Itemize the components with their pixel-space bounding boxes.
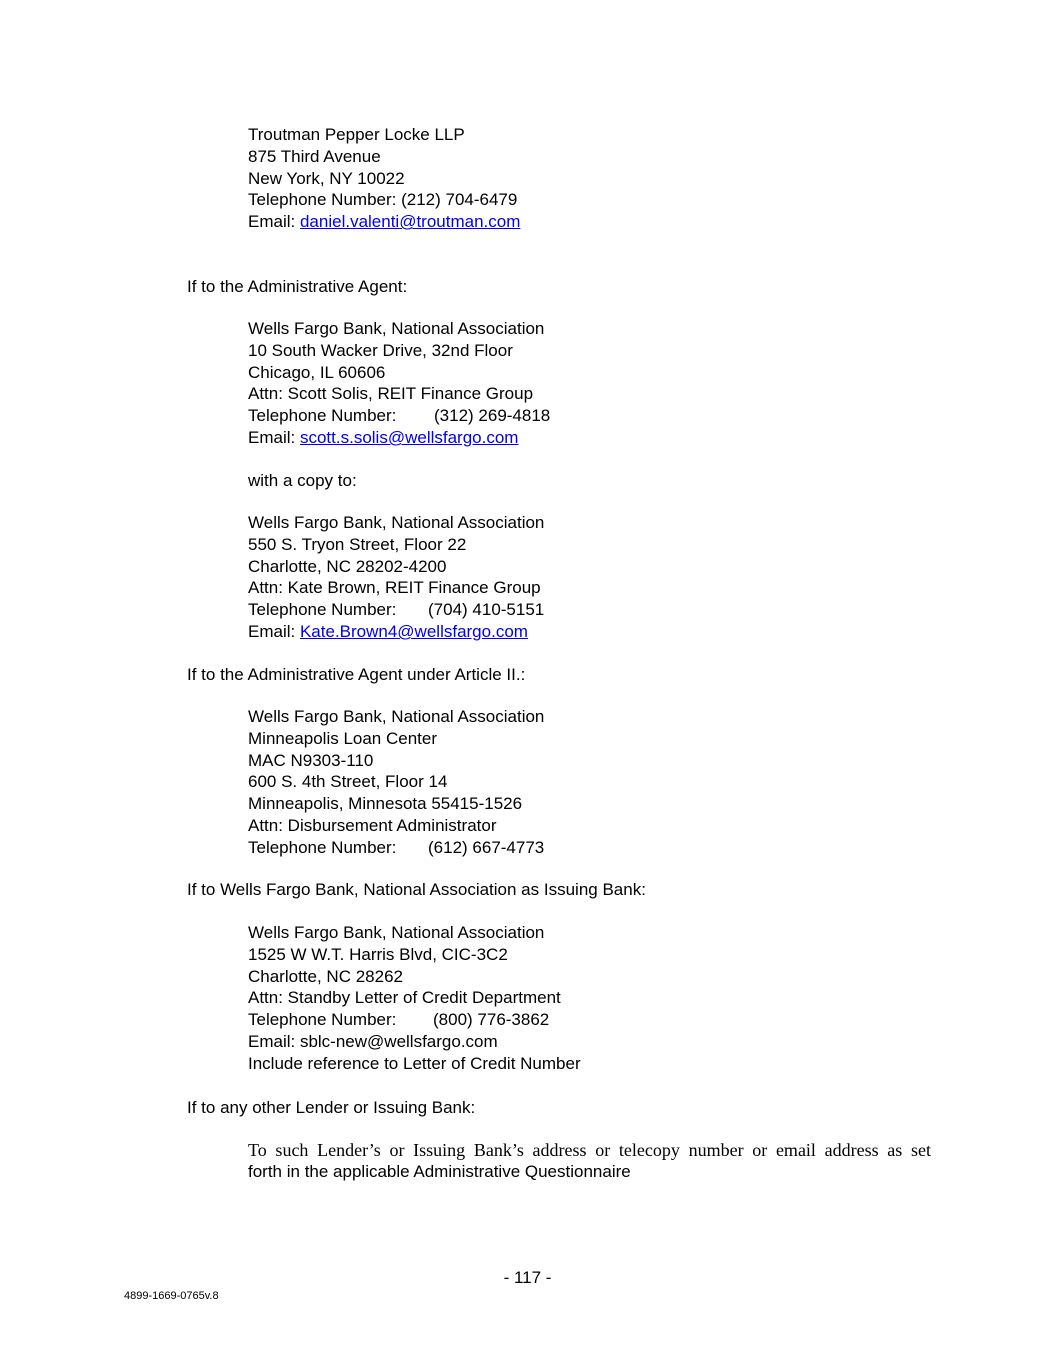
address-line: 600 S. 4th Street, Floor 14 [248,772,448,792]
phone-label: Telephone Number: [248,837,397,857]
phone-line [248,405,550,427]
address-line: Charlotte, NC 28262 [248,966,403,986]
other-lender-paragraph [248,1139,931,1183]
paragraph-line: forth in the applicable Administrative Questionnaire [248,1162,631,1181]
document-id: 4899-1669-0765v.8 [124,1290,219,1302]
phone-number: (612) 667-4773 [428,837,545,857]
other-lender-heading: If to any other Lender or Issuing Bank: [187,1098,476,1117]
email-label: Email: [248,212,300,232]
address-line: Minneapolis Loan Center [248,728,438,748]
copy-to-email-link[interactable]: Kate.Brown4@wellsfargo.com [299,621,528,641]
phone-label: Telephone Number: [248,406,397,426]
admin-agent-email-link[interactable]: scott.s.solis@wellsfargo.com [299,427,519,447]
phone-line: Telephone Number: (212) 704-6479 [248,190,518,210]
phone-label: Telephone Number: [248,1010,397,1030]
attn-line: Attn: Standby Letter of Credit Department [248,988,561,1008]
address-line: New York, NY 10022 [248,168,405,188]
reference-line: Include reference to Letter of Credit Number [248,1053,581,1073]
email-line [248,427,550,449]
troutman-email-link[interactable]: daniel.valenti@troutman.com [299,212,521,232]
phone-number: (312) 269-4818 [434,406,551,426]
phone-line [248,599,544,621]
address-line: Wells Fargo Bank, National Association [248,319,545,338]
address-line: Wells Fargo Bank, National Association [248,707,545,726]
phone-line [248,837,544,859]
phone-label: Telephone Number: [248,600,397,620]
email-line [248,621,544,643]
phone-line [248,1009,581,1031]
attn-line: Attn: Disbursement Administrator [248,815,497,835]
email-line [248,211,520,233]
copy-to-label [248,470,357,492]
article-ii-heading: If to the Administrative Agent under Article II.: [187,665,526,684]
address-line: Minneapolis, Minnesota 55415-1526 [248,794,523,814]
address-line: MAC N9303-110 [248,750,374,770]
address-line: Wells Fargo Bank, National Association [248,513,545,532]
admin-agent-heading: If to the Administrative Agent: [187,277,408,296]
email-label: Email: [248,427,300,447]
address-line: Chicago, IL 60606 [248,362,386,382]
copy-to-address-block [248,512,544,643]
email-label: Email: [248,621,300,641]
article-ii-address-block [248,706,544,859]
phone-number: (704) 410-5151 [428,600,545,620]
attn-line: Attn: Kate Brown, REIT Finance Group [248,578,541,598]
troutman-address-block [248,124,520,233]
email-line: Email: sblc-new@wellsfargo.com [248,1031,498,1051]
copy-to-text: with a copy to: [248,471,357,490]
issuing-bank-heading: If to Wells Fargo Bank, National Association as Issuing Bank: [187,880,646,899]
attn-line: Attn: Scott Solis, REIT Finance Group [248,384,534,404]
address-line: Troutman Pepper Locke LLP [248,125,465,144]
address-line: 875 Third Avenue [248,146,381,166]
phone-number: (800) 776-3862 [433,1010,550,1030]
address-line: Charlotte, NC 28202-4200 [248,556,447,576]
paragraph-line: To such Lender’s or Issuing Bank’s address or telecopy number or email address as set [248,1140,931,1160]
issuing-bank-address-block [248,922,581,1075]
page-number: - 117 - [503,1268,552,1287]
address-line: 10 South Wacker Drive, 32nd Floor [248,340,513,360]
address-line: Wells Fargo Bank, National Association [248,923,545,942]
address-line: 550 S. Tryon Street, Floor 22 [248,534,467,554]
address-line: 1525 W W.T. Harris Blvd, CIC-3C2 [248,944,508,964]
admin-agent-address-block [248,318,550,449]
